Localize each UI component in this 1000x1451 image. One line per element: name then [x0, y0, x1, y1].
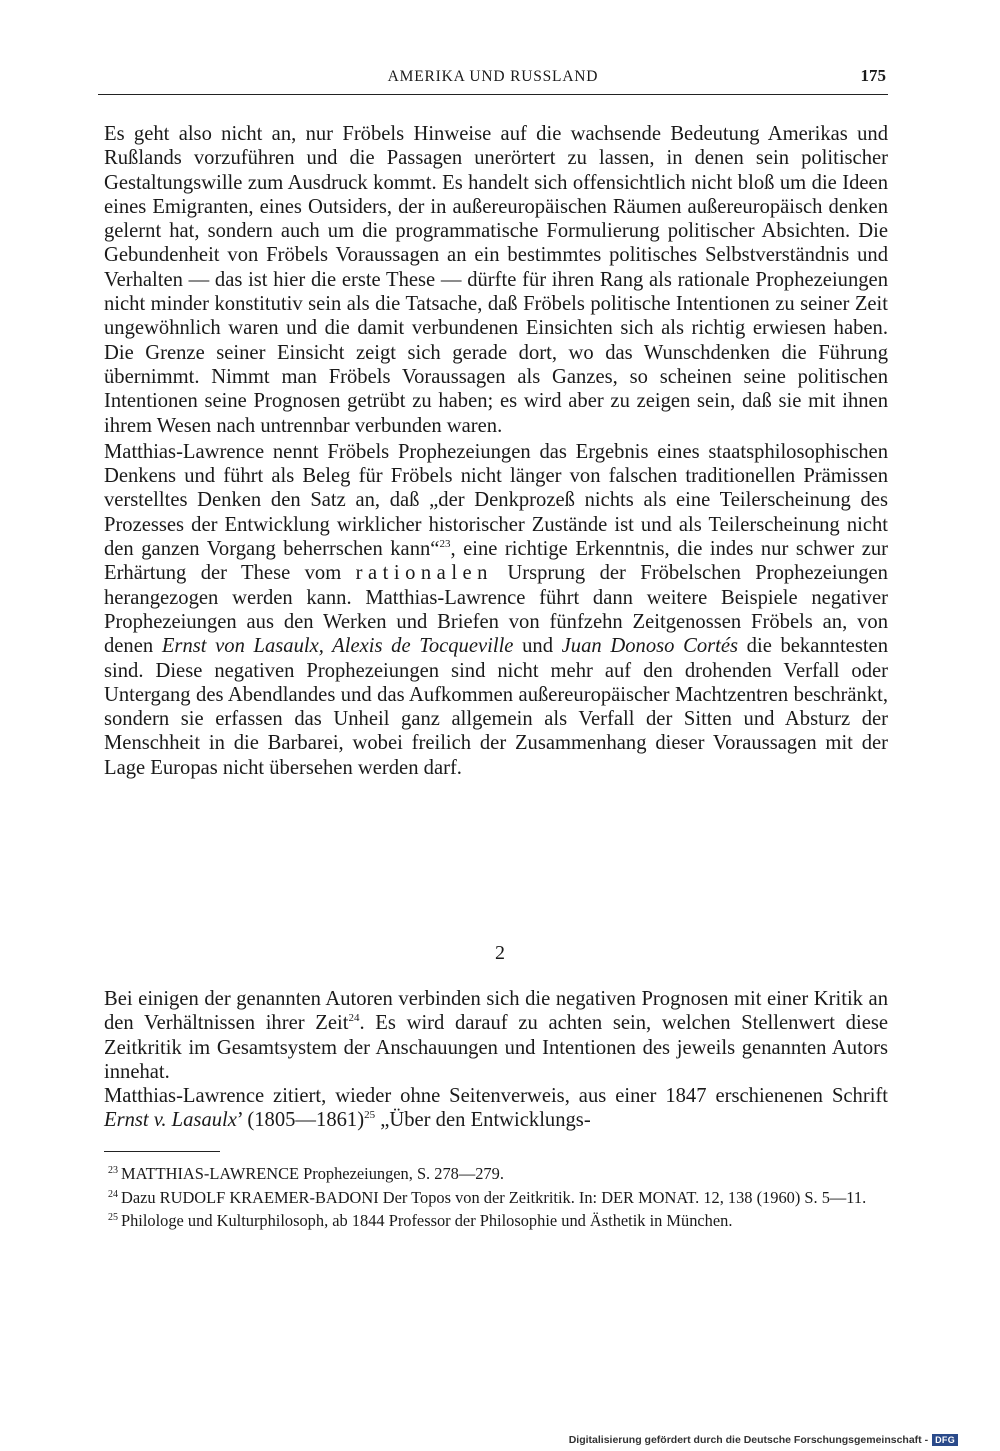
footnotes [108, 1164, 888, 1235]
footnote [108, 1164, 888, 1184]
author-name-2: Juan Donoso Cortés [561, 635, 739, 658]
footnote-mark: 24 [108, 1188, 118, 1200]
footnote-mark: 25 [108, 1212, 118, 1224]
paragraph-3-text-b: . Es wird darauf zu achten sein, welchen Stellenwert diese Zeitkritik im Gesamtsystem der Anschauungen und Intentionen des jeweils genannten Autors innehat. [104, 1012, 888, 1083]
paragraph-2-text-b: , eine richtige Erkenntnis, die indes nur schwer zur Erhärtung der These vom [104, 538, 888, 585]
footnote-mark: 23 [108, 1165, 118, 1176]
paragraph-4-text-c: „Über den Entwicklungs- [375, 1109, 591, 1132]
paragraph-3-text-a: Bei einigen der genannten Autoren verbinden sich die negativen Prognosen mit einer Kritik an den Verhältnissen ihrer Zeit [104, 988, 888, 1035]
footnote-divider [104, 1151, 220, 1152]
emphasized-word: rationalen [355, 562, 493, 585]
footnote-ref-23: 23 [439, 538, 451, 551]
paragraph-2-text-e: die bekanntesten sind. Diese negativen Prophezeiungen sind nicht mehr auf den drohenden Verfall oder Untergang des Abendlandes und das Aufkommen außereuropäischer Machtzentren beschränkt, sondern sie erfassen das Unheil ganz allgemein als Verfall der Sitten und Absturz der Menschheit in die Barbarei, wobei freilich der Zusammenhang dieser Voraussagen mit der Lage Europas nicht übersehen werden darf. [104, 635, 888, 779]
footnote [108, 1211, 888, 1231]
paragraph-4 [104, 1084, 888, 1133]
dfg-logo-icon: DFG [932, 1434, 958, 1446]
footnote-ref-25: 25 [364, 1109, 376, 1122]
main-text [104, 122, 888, 780]
paragraph-2-text-c: Ursprung der Fröbelschen Prophezeiungen herangezogen werden kann. Matthias-Lawrence führt dann weitere Beispiele negativer Prophezeiungen aus den Werken und Briefen von fünfzehn Zeitgenossen Fröbels an, von denen [104, 562, 888, 658]
footnote-ref-24: 24 [348, 1012, 360, 1025]
section-text [104, 987, 888, 1133]
paragraph-3 [104, 987, 888, 1084]
page-number: 175 [860, 66, 886, 85]
footnote-text: MATTHIAS-LAWRENCE Prophezeiungen, S. 278—279. [121, 1164, 504, 1183]
footnote-text: Philologe und Kulturphilosoph, ab 1844 Professor der Philosophie und Ästhetik in München. [121, 1211, 733, 1231]
credit-text: Digitalisierung gefördert durch die Deutsche Forschungsgemeinschaft - [568, 1434, 929, 1446]
paragraph-2-text-d: und [513, 635, 562, 658]
paragraph-4-text-b: ’ (1805—1861) [236, 1109, 365, 1132]
paragraph-2-text-a: Matthias-Lawrence nennt Fröbels Prophezeiungen das Ergebnis eines staatsphilosophischen Denkens und führt als Beleg für Fröbels nicht länger von falschen traditionellen Prämissen verstelltes Denken den Satz an, daß „der Denkprozeß nichts als eine Teilerscheinung des Prozesses der Entwicklung wirklicher historischer Zustände ist und als Teilerscheinung nicht den ganzen Vorgang beherrschen kann“ [104, 440, 888, 561]
paragraph-1: Es geht also nicht an, nur Fröbels Hinweise auf die wachsende Bedeutung Amerikas und Rußlands vorzuführen und die Passagen unerörtert zu lassen, in denen sein politischer Gestaltungswille zum Ausdruck kommt. Es handelt sich offensichtlich nicht bloß um die Ideen eines Emigranten, eines Outsiders, der in außereuropäischen Räumen außereuropäisch denken gelernt hat, sondern auch um die programmatische Formulierung politischer Absichten. Die Gebundenheit von Fröbels Voraussagen an ein bestimmtes politisches Selbstverständnis und Verhalten — das ist hier die erste These — dürfte für ihren Rang als rationale Prophezeiungen nicht minder konstitutiv sein als die Tatsache, daß Fröbels politische Intentionen zu seiner Zeit ungewöhnlich waren und die damit verbundenen Einsichten sich als richtig erwiesen haben. Die Grenze seiner Einsicht zeigt sich gerade dort, wo das Wunschdenken die Führung übernimmt. Nimmt man Fröbels Voraussagen als Ganzes, so scheinen seine politischen Intentionen seine Prognosen getrübt zu haben; es wird aber zu zeigen sein, daß sie mit ihnen ihrem Wesen nach untrennbar verbunden waren. [104, 123, 888, 437]
digitization-credit [569, 1434, 958, 1446]
page-header [98, 66, 888, 95]
footnote-text: Dazu RUDOLF KRAEMER-BADONI Der Topos von der Zeitkritik. In: DER MONAT. 12, 138 (1960) S. 5—11. [121, 1187, 867, 1207]
author-name-lasaulx: Ernst v. Lasaulx [104, 1109, 237, 1132]
footnote [108, 1188, 888, 1208]
paragraph-2 [104, 440, 888, 780]
paragraph-4-text-a: Matthias-Lawrence zitiert, wieder ohne Seitenverweis, aus einer 1847 erschienenen Schrift [104, 1085, 888, 1108]
author-names-1: Ernst von Lasaulx, Alexis de Tocqueville [161, 635, 514, 658]
section-number: 2 [495, 942, 505, 964]
running-head: AMERIKA UND RUSSLAND [387, 68, 599, 85]
